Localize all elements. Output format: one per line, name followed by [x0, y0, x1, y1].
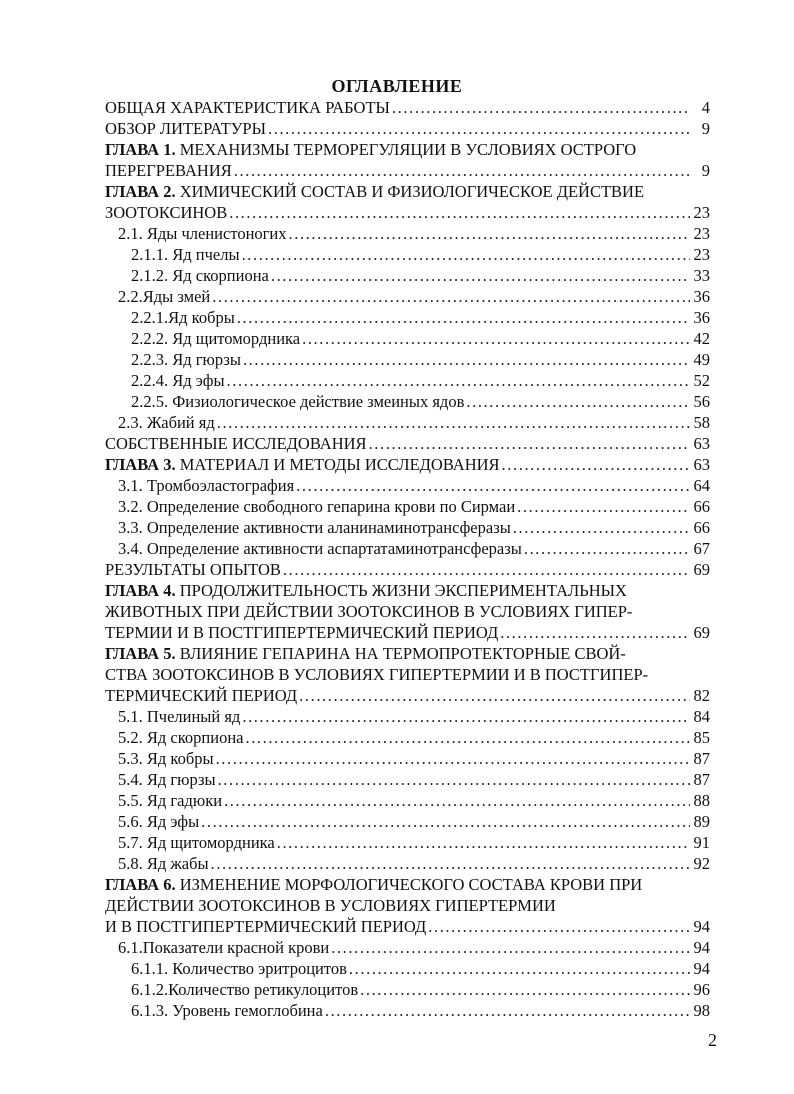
toc-page-number: 64: [693, 476, 710, 495]
toc-page-number: 87: [693, 749, 710, 768]
toc-entry-title: 2.2.Яды змей: [118, 287, 211, 306]
dot-leader: [217, 412, 690, 433]
dot-leader: [224, 790, 690, 811]
toc-entry-title: 6.1.3. Уровень гемоглобина: [131, 1001, 323, 1020]
dot-leader: [331, 937, 690, 958]
toc-entry: [118, 223, 710, 244]
toc-entry-title: ОБЩАЯ ХАРАКТЕРИСТИКА РАБОТЫ: [105, 98, 390, 117]
toc-entry-title: 5.1. Пчелиный яд: [118, 707, 241, 726]
chapter-label: ГЛАВА 3.: [105, 455, 180, 474]
toc-entry-title: ТЕРМИИ И В ПОСТГИПЕРТЕРМИЧЕСКИЙ ПЕРИОД: [105, 623, 499, 642]
chapter-label: ГЛАВА 2.: [105, 182, 180, 201]
toc-entry-title: МАТЕРИАЛ И МЕТОДЫ ИССЛЕДОВАНИЯ: [179, 455, 500, 474]
toc-entry-title: 5.2. Яд скорпиона: [118, 728, 244, 747]
toc-entry: [105, 97, 710, 118]
dot-leader: [466, 391, 690, 412]
toc-page-number: 69: [693, 623, 710, 642]
toc-entry-title: 2.1. Яды членистоногих: [118, 224, 287, 243]
toc-page-number: 69: [693, 560, 710, 579]
toc-entry: [105, 118, 710, 139]
toc-page-number: 98: [693, 1001, 710, 1020]
toc-page-number: 36: [693, 287, 710, 306]
dot-leader: [502, 454, 690, 475]
toc-page-number: 96: [693, 980, 710, 999]
toc-page-number: 58: [693, 413, 710, 432]
dot-leader: [517, 496, 690, 517]
toc-page-number: 88: [693, 791, 710, 810]
toc-entry: [118, 748, 710, 769]
toc-entry-line: [105, 874, 642, 895]
toc-entry: [105, 454, 710, 475]
dot-leader: [283, 559, 690, 580]
dot-leader: [392, 97, 690, 118]
toc-page-number: 33: [693, 266, 710, 285]
toc-entry: [131, 244, 710, 265]
dot-leader: [245, 727, 690, 748]
table-of-contents: [0, 97, 794, 1021]
toc-entry: [131, 328, 710, 349]
dot-leader: [296, 475, 690, 496]
dot-leader: [369, 433, 690, 454]
chapter-label: ГЛАВА 1.: [105, 140, 180, 159]
toc-entry: [118, 790, 710, 811]
dot-leader: [229, 202, 690, 223]
toc-entry-title: ДЕЙСТВИИ ЗООТОКСИНОВ В УСЛОВИЯХ ГИПЕРТЕРМИИ: [105, 896, 556, 915]
dot-leader: [227, 370, 690, 391]
toc-entry-line: [105, 139, 636, 160]
toc-page-number: 63: [693, 434, 710, 453]
toc-entry: [118, 475, 710, 496]
toc-entry-title: 3.1. Тромбоэластография: [118, 476, 295, 495]
dot-leader: [524, 538, 690, 559]
toc-entry-title: 3.2. Определение свободного гепарина крови по Сирмаи: [118, 497, 516, 516]
toc-entry-line: [105, 664, 648, 685]
dot-leader: [299, 685, 690, 706]
chapter-label: ГЛАВА 6.: [105, 875, 180, 894]
dot-leader: [243, 349, 690, 370]
toc-entry: [105, 181, 710, 223]
toc-entry-line: [105, 181, 644, 202]
dot-leader: [201, 811, 690, 832]
toc-entry: [105, 580, 710, 643]
toc-page-number: 89: [693, 812, 710, 831]
toc-entry-title: И В ПОСТГИПЕРТЕРМИЧЕСКИЙ ПЕРИОД: [105, 917, 427, 936]
dot-leader: [242, 706, 690, 727]
dot-leader: [218, 769, 690, 790]
toc-page-number: 36: [693, 308, 710, 327]
toc-page-number: 63: [693, 455, 710, 474]
toc-page-number: 42: [693, 329, 710, 348]
toc-entry-title: 6.1.Показатели красной крови: [118, 938, 330, 957]
toc-page-number: 56: [693, 392, 710, 411]
toc-entry: [118, 706, 710, 727]
dot-leader: [211, 853, 690, 874]
toc-entry: [118, 811, 710, 832]
toc-entry-title: 2.2.2. Яд щитомордника: [131, 329, 301, 348]
dot-leader: [349, 958, 690, 979]
dot-leader: [216, 748, 690, 769]
toc-entry-title: 6.1.1. Количество эритроцитов: [131, 959, 347, 978]
toc-entry-line: [105, 580, 627, 601]
toc-page-number: 23: [693, 203, 710, 222]
toc-heading: ОГЛАВЛЕНИЕ: [331, 76, 463, 96]
chapter-label: ГЛАВА 4.: [105, 581, 180, 600]
toc-entry: [118, 538, 710, 559]
toc-entry: [105, 874, 710, 937]
dot-leader: [234, 160, 690, 181]
toc-entry-title: 2.2.5. Физиологическое действие змеиных ядов: [131, 392, 465, 411]
dot-leader: [237, 307, 690, 328]
toc-entry-line: [105, 643, 626, 664]
toc-page-number: 94: [693, 917, 710, 936]
toc-entry: [131, 958, 710, 979]
toc-page-number: 67: [693, 539, 710, 558]
toc-entry-title: ПЕРЕГРЕВАНИЯ: [105, 161, 232, 180]
toc-entry: [118, 853, 710, 874]
toc-entry-title: 5.8. Яд жабы: [118, 854, 209, 873]
toc-entry-line: [105, 601, 632, 622]
toc-entry-title: ЗООТОКСИНОВ: [105, 203, 228, 222]
toc-entry: [118, 769, 710, 790]
toc-entry-title: ХИМИЧЕСКИЙ СОСТАВ И ФИЗИОЛОГИЧЕСКОЕ ДЕЙСТВИЕ: [179, 182, 645, 201]
toc-page-number: 94: [693, 959, 710, 978]
toc-entry-title: 3.4. Определение активности аспартатаминотрансферазы: [118, 539, 522, 558]
dot-leader: [212, 286, 690, 307]
toc-page-number: 9: [701, 119, 710, 138]
toc-page-number: 85: [693, 728, 710, 747]
toc-page-number: 52: [693, 371, 710, 390]
toc-entry: [118, 517, 710, 538]
dot-leader: [268, 118, 690, 139]
toc-entry-title: ИЗМЕНЕНИЕ МОРФОЛОГИЧЕСКОГО СОСТАВА КРОВИ ПРИ: [179, 875, 643, 894]
toc-entry-title: 2.2.1.Яд кобры: [131, 308, 235, 327]
toc-entry-title: СОБСТВЕННЫЕ ИССЛЕДОВАНИЯ: [105, 434, 367, 453]
toc-entry-title: 5.6. Яд эфы: [118, 812, 200, 831]
toc-entry-title: 2.3. Жабий яд: [118, 413, 215, 432]
toc-page-number: 66: [693, 497, 710, 516]
toc-entry: [131, 349, 710, 370]
toc-entry-title: ЖИВОТНЫХ ПРИ ДЕЙСТВИИ ЗООТОКСИНОВ В УСЛОВИЯХ ГИПЕР-: [105, 602, 633, 621]
toc-entry-title: 2.1.2. Яд скорпиона: [131, 266, 269, 285]
chapter-label: ГЛАВА 5.: [105, 644, 180, 663]
toc-entry-title: 2.2.3. Яд гюрзы: [131, 350, 241, 369]
toc-entry: [118, 412, 710, 433]
toc-page-number: 23: [693, 245, 710, 264]
dot-leader: [302, 328, 690, 349]
toc-entry: [131, 979, 710, 1000]
toc-entry: [105, 433, 710, 454]
toc-entry: [131, 391, 710, 412]
page-number: 2: [708, 1030, 717, 1050]
toc-entry-title: 5.4. Яд гюрзы: [118, 770, 216, 789]
toc-entry: [131, 1000, 710, 1021]
toc-page-number: 23: [693, 224, 710, 243]
toc-entry: [105, 139, 710, 181]
toc-entry-title: ТЕРМИЧЕСКИЙ ПЕРИОД: [105, 686, 298, 705]
toc-page-number: 94: [693, 938, 710, 957]
dot-leader: [271, 265, 690, 286]
dot-leader: [242, 244, 690, 265]
dot-leader: [360, 979, 690, 1000]
toc-entry-title: 5.3. Яд кобры: [118, 749, 214, 768]
dot-leader: [277, 832, 690, 853]
toc-entry-title: ПРОДОЛЖИТЕЛЬНОСТЬ ЖИЗНИ ЭКСПЕРИМЕНТАЛЬНЫХ: [179, 581, 627, 600]
toc-entry-title: ОБЗОР ЛИТЕРАТУРЫ: [105, 119, 266, 138]
toc-entry-title: 5.5. Яд гадюки: [118, 791, 223, 810]
dot-leader: [513, 517, 690, 538]
dot-leader: [325, 1000, 690, 1021]
dot-leader: [428, 916, 690, 937]
toc-entry: [105, 643, 710, 706]
toc-page-number: 66: [693, 518, 710, 537]
toc-entry-title: 5.7. Яд щитомордника: [118, 833, 275, 852]
toc-entry: [118, 937, 710, 958]
toc-entry: [118, 286, 710, 307]
toc-entry-title: 3.3. Определение активности аланинаминотрансферазы: [118, 518, 511, 537]
toc-page-number: 92: [693, 854, 710, 873]
toc-page-number: 49: [693, 350, 710, 369]
toc-page-number: 82: [693, 686, 710, 705]
toc-entry: [118, 496, 710, 517]
toc-entry-title: 2.2.4. Яд эфы: [131, 371, 225, 390]
toc-page-number: 87: [693, 770, 710, 789]
toc-entry: [118, 832, 710, 853]
toc-entry: [118, 727, 710, 748]
toc-entry: [131, 370, 710, 391]
toc-page-number: 9: [701, 161, 710, 180]
toc-entry-title: 6.1.2.Количество ретикулоцитов: [131, 980, 359, 999]
toc-entry-title: РЕЗУЛЬТАТЫ ОПЫТОВ: [105, 560, 281, 579]
toc-entry-title: СТВА ЗООТОКСИНОВ В УСЛОВИЯХ ГИПЕРТЕРМИИ И В ПОСТГИПЕР-: [105, 665, 649, 684]
dot-leader: [289, 223, 691, 244]
toc-entry: [131, 265, 710, 286]
toc-entry-title: МЕХАНИЗМЫ ТЕРМОРЕГУЛЯЦИИ В УСЛОВИЯХ ОСТРОГО: [179, 140, 637, 159]
toc-entry-title: ВЛИЯНИЕ ГЕПАРИНА НА ТЕРМОПРОТЕКТОРНЫЕ СВОЙ-: [179, 644, 626, 663]
toc-page-number: 91: [693, 833, 710, 852]
toc-entry-line: [105, 895, 556, 916]
toc-page-number: 84: [693, 707, 710, 726]
toc-entry: [105, 559, 710, 580]
toc-entry: [131, 307, 710, 328]
toc-entry-title: 2.1.1. Яд пчелы: [131, 245, 240, 264]
dot-leader: [500, 622, 690, 643]
toc-page-number: 4: [701, 98, 710, 117]
